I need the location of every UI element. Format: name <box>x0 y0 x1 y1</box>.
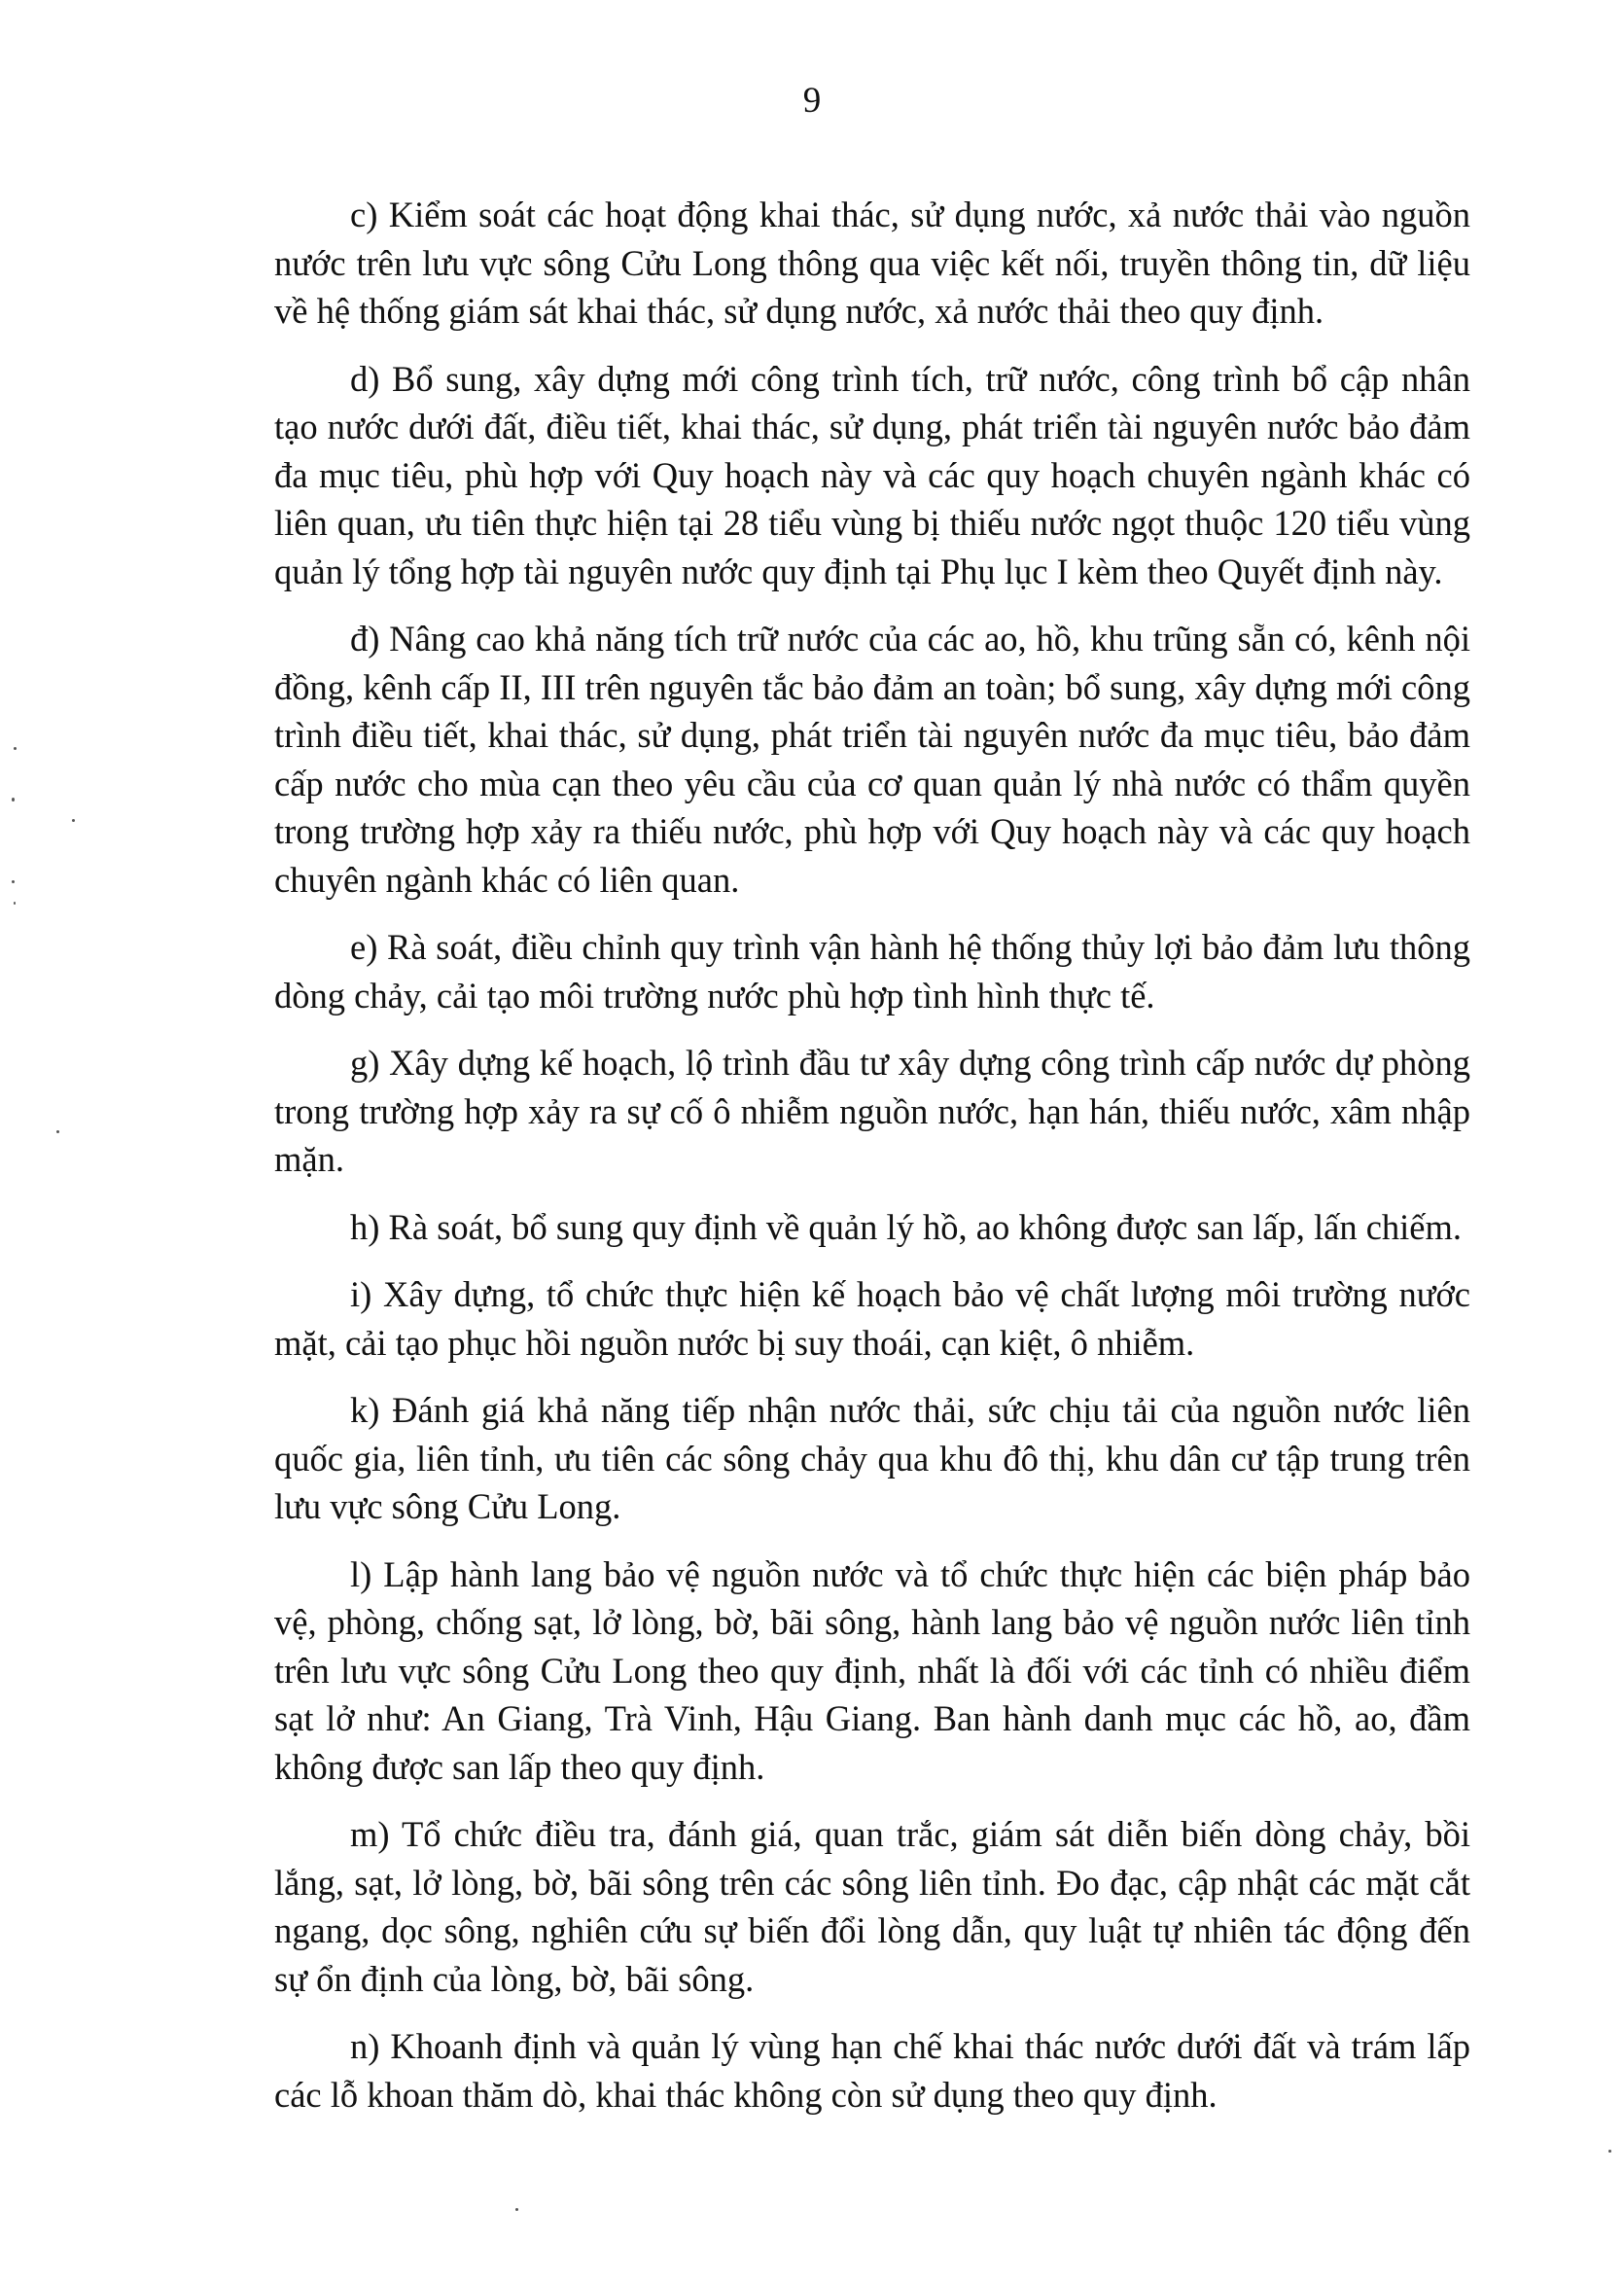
scan-speck <box>1608 2150 1611 2153</box>
paragraph-c: c) Kiểm soát các hoạt động khai thác, sử dụng nước, xả nước thải vào nguồn nước trên lưu vực sông Cửu Long thông qua việc kết nối, truyền thông tin, dữ liệu về hệ thống giám sát khai thác, sử dụng nước, xả nước thải theo quy định. <box>274 195 1470 331</box>
paragraph-m: m) Tổ chức điều tra, đánh giá, quan trắc, giám sát diễn biến dòng chảy, bồi lắng, sạt, lở lòng, bờ, bãi sông trên các sông liên tỉnh. Đo đạc, cập nhật các mặt cắt ngang, dọc sông, nghiên cứu sự biến đổi lòng dẫn, quy luật tự nhiên tác động đến sự ổn định của lòng, bờ, bãi sông. <box>274 1814 1470 1999</box>
scan-speck <box>12 880 15 883</box>
paragraph-dd: đ) Nâng cao khả năng tích trữ nước của các ao, hồ, khu trũng sẵn có, kênh nội đồng, kênh cấp II, III trên nguyên tắc bảo đảm an toàn; bổ sung, xây dựng mới công trình điều tiết, khai thác, sử dụng, phát triển tài nguyên nước đa mục tiêu, bảo đảm cấp nước cho mùa cạn theo yêu cầu của cơ quan quản lý nhà nước có thẩm quyền trong trường hợp xảy ra thiếu nước, phù hợp với Quy hoạch này và các quy hoạch chuyên ngành khác có liên quan. <box>274 619 1470 900</box>
scan-speck <box>14 747 17 750</box>
paragraph-k: k) Đánh giá khả năng tiếp nhận nước thải, sức chịu tải của nguồn nước liên quốc gia, liên tỉnh, ưu tiên các sông chảy qua khu đô thị, khu dân cư tập trung trên lưu vực sông Cửu Long. <box>274 1390 1470 1526</box>
paragraph-e: e) Rà soát, điều chỉnh quy trình vận hành hệ thống thủy lợi bảo đảm lưu thông dòng chảy, cải tạo môi trường nước phù hợp tình hình thực tế. <box>274 927 1470 1016</box>
scan-speck <box>56 1130 59 1133</box>
document-body <box>274 191 1470 2119</box>
page-number: 9 <box>802 81 822 121</box>
scan-speck <box>72 819 75 822</box>
paragraph-g: g) Xây dựng kế hoạch, lộ trình đầu tư xây dựng công trình cấp nước dự phòng trong trường hợp xảy ra sự cố ô nhiễm nguồn nước, hạn hán, thiếu nước, xâm nhập mặn. <box>274 1043 1470 1179</box>
scan-speck <box>515 2208 518 2211</box>
paragraph-i: i) Xây dựng, tổ chức thực hiện kế hoạch bảo vệ chất lượng môi trường nước mặt, cải tạo phục hồi nguồn nước bị suy thoái, cạn kiệt, ô nhiễm. <box>274 1274 1470 1363</box>
paragraph-n: n) Khoanh định và quản lý vùng hạn chế khai thác nước dưới đất và trám lấp các lỗ khoan thăm dò, khai thác không còn sử dụng theo quy định. <box>274 2026 1470 2115</box>
scan-speck <box>14 902 16 905</box>
paragraph-l: l) Lập hành lang bảo vệ nguồn nước và tổ chức thực hiện các biện pháp bảo vệ, phòng, chống sạt, lở lòng, bờ, bãi sông, hành lang bảo vệ nguồn nước liên tỉnh trên lưu vực sông Cửu Long theo quy định, nhất là đối với các tỉnh có nhiều điểm sạt lở như: An Giang, Trà Vinh, Hậu Giang. Ban hành danh mục các hồ, ao, đầm không được san lấp theo quy định. <box>274 1553 1470 1787</box>
paragraph-h: h) Rà soát, bổ sung quy định về quản lý hồ, ao không được san lấp, lấn chiếm. <box>350 1206 1463 1247</box>
scan-speck <box>12 798 15 802</box>
paragraph-d: d) Bổ sung, xây dựng mới công trình tích, trữ nước, công trình bổ cập nhân tạo nước dưới đất, điều tiết, khai thác, sử dụng, phát triển tài nguyên nước bảo đảm đa mục tiêu, phù hợp với Quy hoạch này và các quy hoạch chuyên ngành khác có liên quan, ưu tiên thực hiện tại 28 tiểu vùng bị thiếu nước ngọt thuộc 120 tiểu vùng quản lý tổng hợp tài nguyên nước quy định tại Phụ lục I kèm theo Quyết định này. <box>274 358 1470 591</box>
